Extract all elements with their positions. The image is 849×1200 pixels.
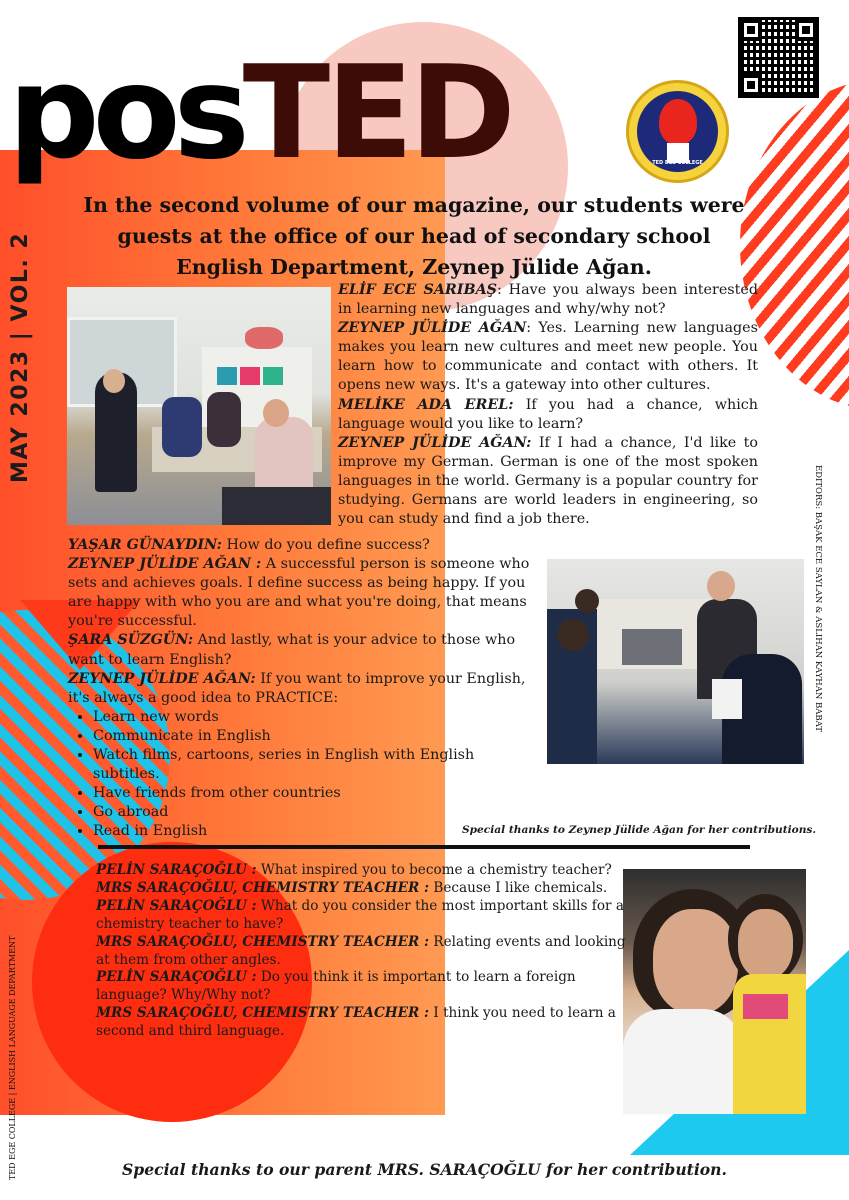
list-item: • Watch films, cartoons, series in English with English subtitles. (93, 746, 538, 784)
volume-label: MAY 2023 | VOL. 2 (8, 231, 33, 483)
qa-line (96, 934, 626, 970)
section-divider (98, 845, 750, 849)
qr-code[interactable] (738, 17, 819, 98)
speech-text: Have you always been interested in learning new languages and why/why not? (338, 282, 758, 318)
speaker-name: ZEYNEP JÜLİDE AĞAN : (68, 556, 262, 573)
title-ted: TED (242, 39, 512, 188)
speech-text: What inspired you to become a chemistry teacher? (260, 862, 612, 878)
speech-text: A successful person is someone who sets and achieves goals. I define success as being happy. If you are happy with who you are and what you're doing, that means you're successful. (68, 556, 530, 630)
qr-finder-icon (740, 74, 762, 96)
qr-finder-icon (740, 19, 762, 41)
speaker-name: ŞARA SÜZGÜN: (68, 632, 194, 649)
speech-text: Relating events and looking at them from other angles. (96, 933, 626, 968)
speech-text: If I had a chance, I'd like to improve my German. German is one of the most spoken languages in the world. Germany is a popular country for studying. Germans are world leaders in engineering, so you can study and find a job there. (338, 434, 758, 528)
practice-tips-list (68, 708, 538, 842)
speaker-name: MRS SARAÇOĞLU, CHEMISTRY TEACHER : (96, 1005, 430, 1022)
speaker-name: ZEYNEP JÜLİDE AĞAN: (338, 434, 532, 451)
list-item: • Have friends from other countries (93, 784, 538, 803)
speech-text: I think you need to learn a second and third language. (96, 1005, 616, 1040)
classroom-photo (67, 287, 331, 525)
speech-text: How do you define success? (226, 537, 430, 553)
qa-line: ZEYNEP JÜLİDE AĞAN: Yes. Learning new languages makes you learn new cultures and meet new people. You learn how to communicate and contact with others. It opens new ways. It's a gateway into other cultures. (338, 320, 758, 394)
speech-text: What do you consider the most important skills for a chemistry teacher to have? (96, 897, 624, 932)
qa-line (96, 862, 626, 880)
title-pos: pos (8, 39, 243, 188)
speaker-name: ELİF ECE SARIBAŞ (338, 282, 497, 298)
thanks-note-saracoglu: Special thanks to our parent MRS. SARAÇOĞLU for her contribution. (122, 1160, 727, 1179)
speech-text: If you had a chance, which language would you like to learn? (338, 396, 758, 432)
speech-text: If you want to improve your English, it's always a good idea to PRACTICE: (68, 670, 526, 706)
qa-line (96, 880, 626, 898)
list-item: • Learn new words (93, 708, 538, 727)
magazine-title (8, 39, 512, 188)
speaker-name: PELİN SARAÇOĞLU : (96, 897, 257, 914)
list-item: • Go abroad (93, 803, 538, 822)
speech-text: Because I like chemicals. (433, 879, 608, 896)
thanks-note-agan: Special thanks to Zeynep Jülide Ağan for her contributions. (462, 824, 817, 836)
speaker-name: PELİN SARAÇOĞLU : (96, 862, 257, 878)
selfie-photo (623, 869, 806, 1114)
speech-text: Yes. Learning new languages makes you learn new cultures and meet new people. You learn how to communicate and contact with others. It opens new ways. It's a gateway into other cultures. (338, 320, 758, 394)
speaker-name: MRS SARAÇOĞLU, CHEMISTRY TEACHER : (96, 879, 430, 896)
speech-text: Do you think it is important to learn a foreign language? Why/Why not? (96, 969, 576, 1004)
qa-line (96, 969, 626, 1005)
speaker-name: MRS SARAÇOĞLU, CHEMISTRY TEACHER : (96, 933, 430, 950)
torch-flame-icon (659, 99, 697, 145)
qa-line (68, 536, 538, 555)
qa-line (68, 555, 538, 631)
department-credit: TED EGE COLLEGE | ENGLISH LANGUAGE DEPARTMENT (8, 935, 17, 1180)
school-logo (626, 80, 729, 183)
speaker-name: MELİKE ADA EREL: (338, 396, 514, 413)
speaker-name: ZEYNEP JÜLİDE AĞAN: (68, 670, 256, 687)
qa-line (338, 434, 758, 529)
group-photo (547, 559, 804, 764)
logo-text: TED EGE COLLEGE (652, 160, 703, 166)
speech-text: And lastly, what is your advice to those who want to learn English? (68, 632, 516, 668)
intro-heading: In the second volume of our magazine, our students were guests at the office of our head of secondary school English Department, Zeynep Jülide Ağan. (83, 193, 745, 279)
interview-saracoglu (96, 862, 626, 1041)
qa-line (96, 1005, 626, 1041)
speaker-name: PELİN SARAÇOĞLU : (96, 969, 257, 986)
speaker-name: YAŞAR GÜNAYDIN: (68, 537, 222, 553)
interview-agan-part2 (68, 536, 538, 842)
qa-line (338, 396, 758, 434)
interview-ede-agan-part1 (338, 281, 758, 529)
qa-line: ELİF ECE SARIBAŞ: Have you always been interested in learning new languages and why/why not? (338, 282, 758, 318)
list-item: • Communicate in English (93, 727, 538, 746)
qa-line (96, 898, 626, 934)
qa-line (68, 631, 538, 669)
qa-line (68, 670, 538, 708)
editors-credit: EDITORS: BAŞAK ECE SAYLAN & ASLIHAN KAYHAN BABAT (813, 465, 823, 732)
speaker-name: ZEYNEP JÜLİDE AĞAN (338, 320, 527, 337)
qr-finder-icon (795, 19, 817, 41)
list-item: • Read in English (93, 822, 538, 841)
